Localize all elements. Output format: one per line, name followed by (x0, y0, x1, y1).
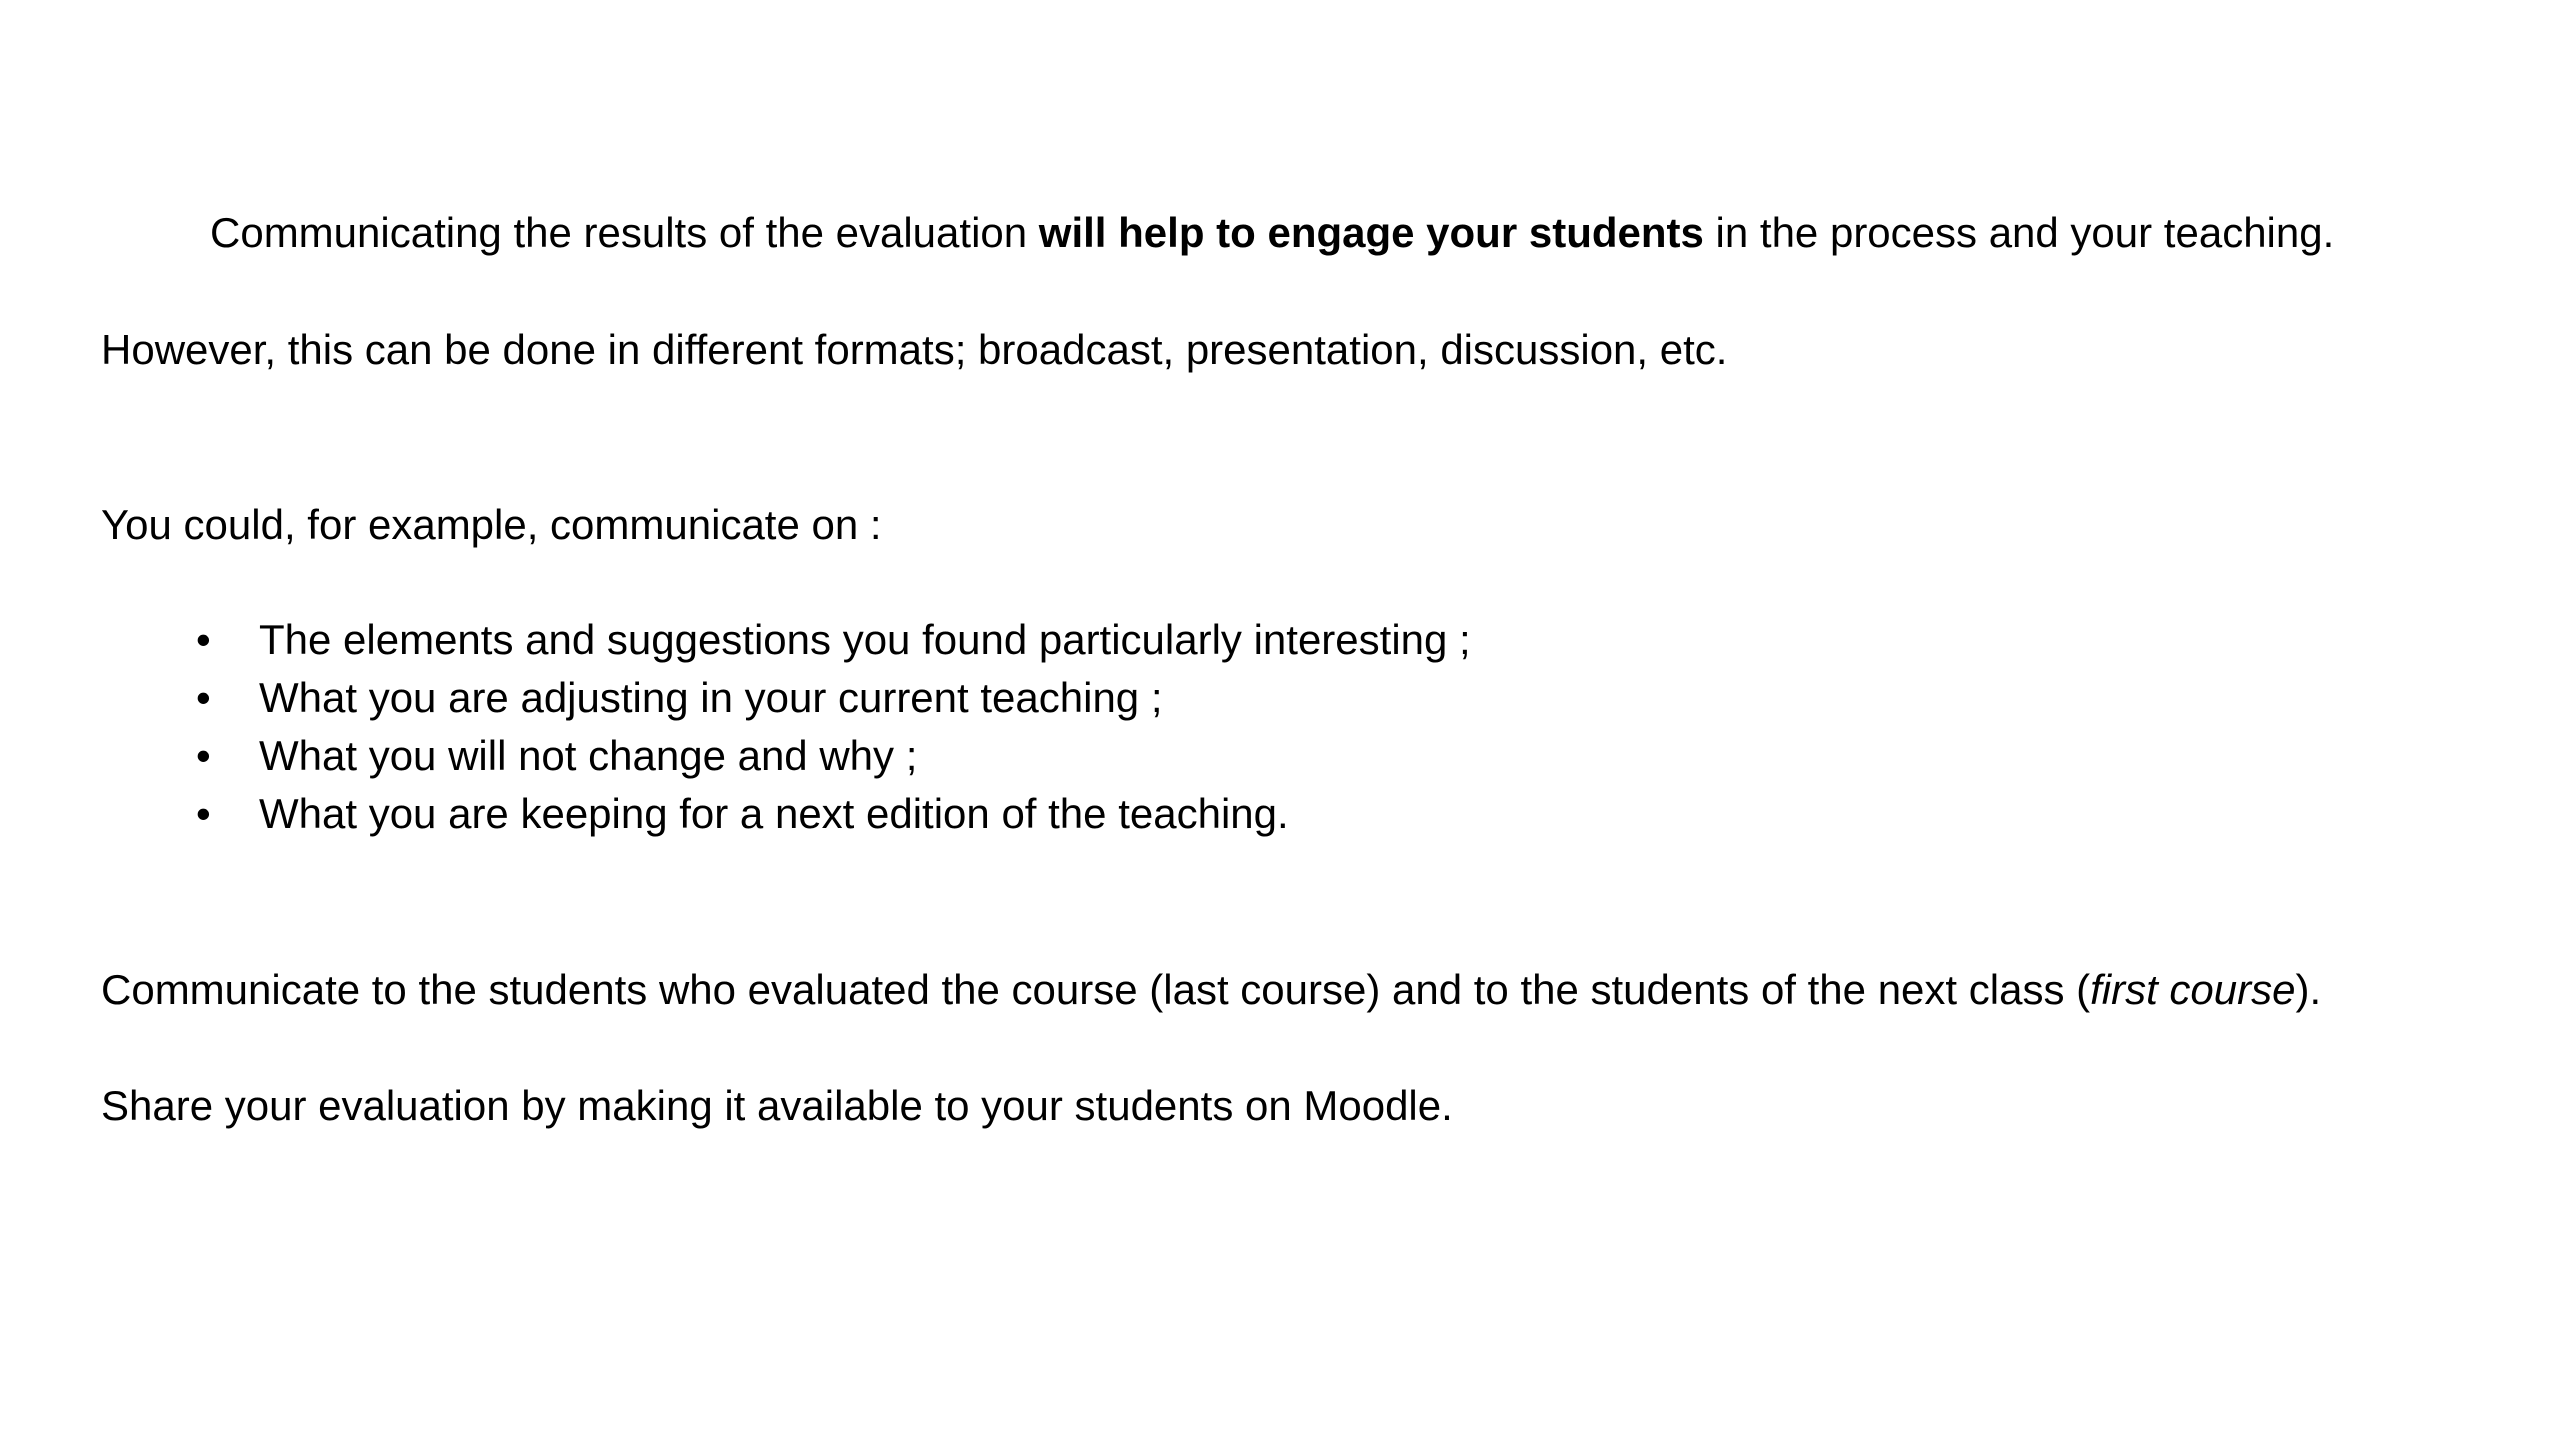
intro-paragraph (210, 208, 2334, 258)
list-item-text: What you are keeping for a next edition of the teaching. (259, 790, 1289, 837)
communicate-text-end: ). (2295, 966, 2322, 1013)
intro-emphasis: will help to engage your students (1038, 209, 1704, 256)
examples-lead-in: You could, for example, communicate on : (101, 501, 882, 548)
intro-text-end: in the process and your teaching. (1703, 209, 2335, 256)
communicate-emphasis: first course (2090, 966, 2296, 1013)
bullet-icon: • (196, 674, 211, 721)
list-item-text: The elements and suggestions you found particularly interesting ; (259, 616, 1471, 663)
formats-paragraph: However, this can be done in different formats; broadcast, presentation, discussion, etc. (101, 326, 1728, 373)
bullet-icon: • (196, 732, 211, 779)
communicate-text-start: Communicate to the students who evaluated the course (last course) and to the students of the next class ( (101, 966, 2091, 1013)
share-paragraph: Share your evaluation by making it available to your students on Moodle. (101, 1082, 1453, 1129)
intro-text-start: Communicating the results of the evaluation (210, 209, 1039, 256)
bullet-icon: • (196, 790, 211, 837)
communicate-paragraph (101, 965, 2321, 1015)
bullet-icon: • (196, 616, 211, 663)
list-item-text: What you are adjusting in your current teaching ; (259, 674, 1163, 721)
list-item-text: What you will not change and why ; (259, 732, 918, 779)
